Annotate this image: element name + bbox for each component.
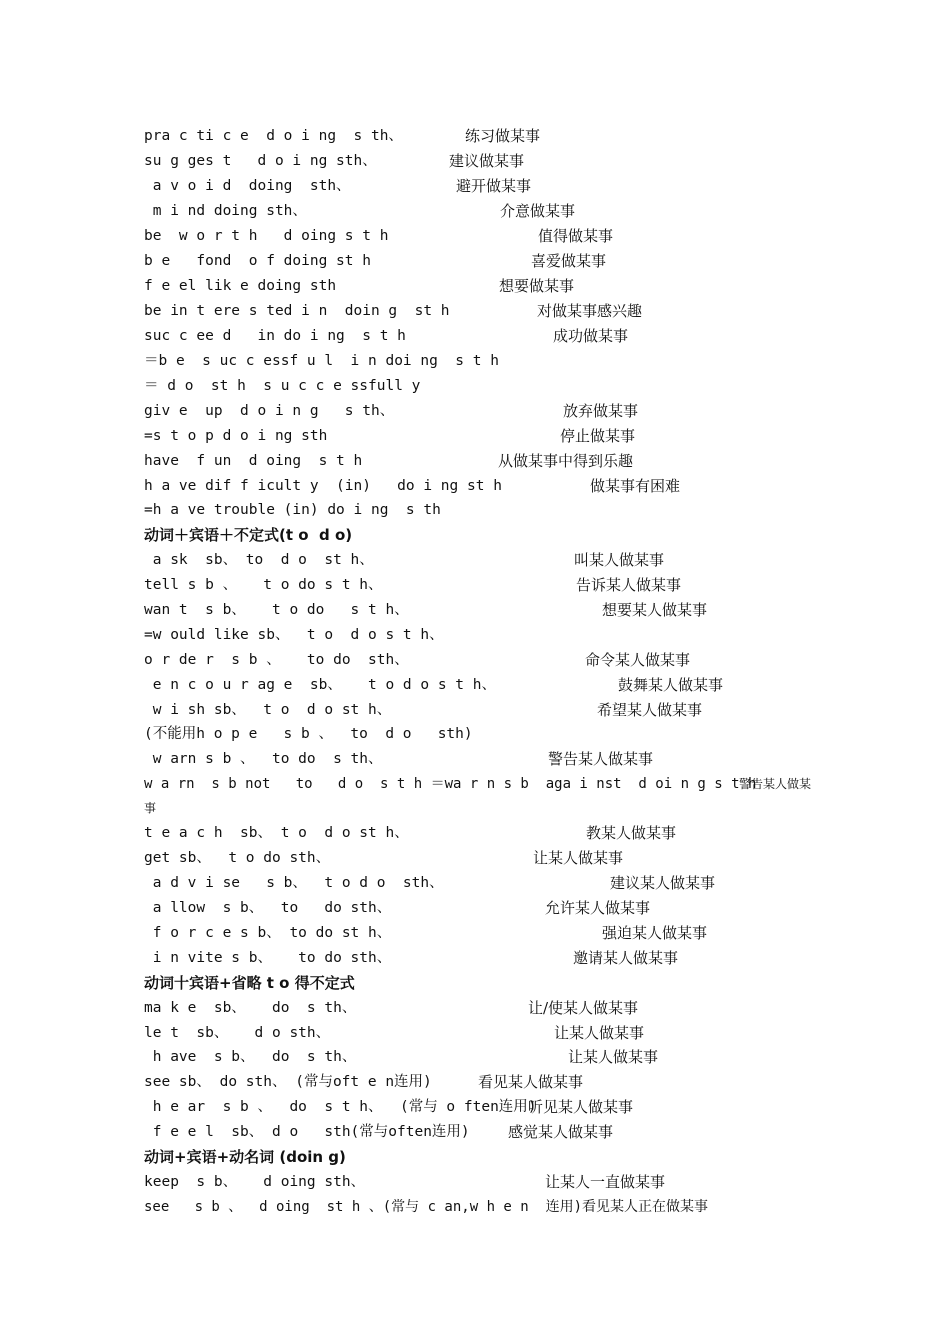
- english-phrase: have f un d oing s t h: [144, 453, 363, 469]
- list-item: [0, 1170, 950, 1194]
- english-phrase: w a rn s b not to d o s t h ＝wa r n s b aga i nst d oi n g s t h: [144, 776, 757, 792]
- english-phrase: get sb、 t o do sth、: [144, 850, 331, 866]
- chinese-meaning: 值得做某事: [538, 227, 614, 245]
- list-item: [0, 324, 950, 348]
- list-item: [0, 673, 950, 697]
- list-item: [0, 249, 950, 273]
- list-item: [0, 224, 950, 248]
- section-heading: [0, 523, 950, 547]
- list-item: [0, 149, 950, 173]
- section-heading: [0, 971, 950, 995]
- english-phrase: be in t ere s ted i n doin g st h: [144, 303, 450, 319]
- list-item: [0, 1120, 950, 1144]
- english-phrase: a v o i d doing sth、: [144, 178, 351, 194]
- english-phrase: t e a c h sb、 t o d o st h、: [144, 825, 409, 841]
- chinese-meaning: 从做某事中得到乐趣: [498, 452, 634, 470]
- english-phrase: h e ar s b 、 do s t h、 (常与 o ften连用): [144, 1099, 537, 1115]
- english-phrase: see s b 、 d oing st h 、(常与 c an,w h e n 连用)看见某人正在做某事: [144, 1199, 709, 1215]
- list-item: [0, 598, 950, 622]
- list-item: [0, 821, 950, 845]
- english-phrase: o r de r s b 、 to do sth、: [144, 652, 409, 668]
- chinese-meaning: 停止做某事: [560, 427, 636, 445]
- english-phrase: b e fond o f doing st h: [144, 253, 371, 269]
- chinese-meaning: 建议做某事: [449, 152, 525, 170]
- chinese-meaning: 让某人做某事: [533, 849, 624, 867]
- english-phrase: =w ould like sb、 t o d o s t h、: [144, 627, 444, 643]
- english-phrase: ＝b e s uc c essf u l i n doi ng s t h: [144, 353, 499, 369]
- english-phrase: keep s b、 d oing sth、: [144, 1174, 366, 1190]
- list-item: [0, 374, 950, 398]
- english-phrase: m i nd doing sth、: [144, 203, 307, 219]
- list-item: [0, 1070, 950, 1094]
- chinese-meaning: 想要某人做某事: [602, 601, 708, 619]
- list-item: [0, 1021, 950, 1045]
- list-item: [0, 921, 950, 945]
- list-item: [0, 199, 950, 223]
- english-phrase: le t sb、 d o sth、: [144, 1025, 331, 1041]
- list-item: [0, 747, 950, 771]
- chinese-meaning: 命令某人做某事: [585, 651, 691, 669]
- chinese-meaning: 让某人一直做某事: [545, 1173, 666, 1191]
- list-item: [0, 648, 950, 672]
- list-item: [0, 399, 950, 423]
- english-phrase: be w o r t h d oing s t h: [144, 228, 389, 244]
- list-item: [0, 1195, 950, 1219]
- chinese-meaning: 鼓舞某人做某事: [618, 676, 724, 694]
- list-item: [0, 946, 950, 970]
- list-item: [0, 996, 950, 1020]
- chinese-meaning: 教某人做某事: [586, 824, 677, 842]
- list-item: [0, 349, 950, 373]
- chinese-meaning: 邀请某人做某事: [573, 949, 679, 967]
- english-phrase: f e e l sb、 d o sth(常与often连用): [144, 1124, 470, 1140]
- list-item: [0, 449, 950, 473]
- heading-bare-infinitive: 动词十宾语+省略 t o 得不定式: [144, 974, 355, 992]
- chinese-meaning: 允许某人做某事: [545, 899, 651, 917]
- english-phrase: i n vite s b、 to do sth、: [144, 950, 392, 966]
- chinese-meaning: 介意做某事: [500, 202, 576, 220]
- chinese-meaning: 避开做某事: [456, 177, 532, 195]
- chinese-meaning: 警告某人做某: [739, 777, 812, 791]
- chinese-meaning: 感觉某人做某事: [508, 1123, 614, 1141]
- list-item: [0, 871, 950, 895]
- english-phrase: =h a ve trouble (in) do i ng s th: [144, 502, 441, 518]
- chinese-meaning: 希望某人做某事: [597, 701, 703, 719]
- section-heading: [0, 1145, 950, 1169]
- chinese-meaning: 看见某人做某事: [478, 1073, 584, 1091]
- chinese-meaning: 成功做某事: [553, 327, 629, 345]
- chinese-meaning: 让某人做某事: [568, 1048, 659, 1066]
- chinese-meaning-wrap: 事: [144, 801, 157, 815]
- english-phrase: a d v i se s b、 t o d o sth、: [144, 875, 444, 891]
- chinese-meaning: 做某事有困难: [590, 477, 681, 495]
- list-item: [0, 722, 950, 746]
- chinese-meaning: 让某人做某事: [554, 1024, 645, 1042]
- english-phrase: su g ges t d o i ng sth、: [144, 153, 377, 169]
- chinese-meaning: 告诉某人做某事: [576, 576, 682, 594]
- english-phrase: h ave s b、 do s th、: [144, 1049, 357, 1065]
- list-item: [0, 548, 950, 572]
- english-phrase: e n c o u r ag e sb、 t o d o s t h、: [144, 677, 497, 693]
- list-item: [0, 424, 950, 448]
- english-phrase: f o r c e s b、 to do st h、: [144, 925, 392, 941]
- english-phrase: a sk sb、 to d o st h、: [144, 552, 374, 568]
- chinese-meaning: 叫某人做某事: [574, 551, 665, 569]
- english-phrase: f e el lik e doing sth: [144, 278, 337, 294]
- english-phrase: (不能用h o p e s b 、 to d o sth): [144, 726, 473, 742]
- list-item: [0, 1045, 950, 1069]
- list-item: [0, 772, 950, 796]
- list-item: [0, 698, 950, 722]
- list-item: [0, 474, 950, 498]
- list-item: [0, 1095, 950, 1119]
- english-phrase: a llow s b、 to do sth、: [144, 900, 392, 916]
- english-phrase: =s t o p d o i ng sth: [144, 428, 328, 444]
- list-item: [0, 498, 950, 522]
- english-phrase: ma k e sb、 do s th、: [144, 1000, 357, 1016]
- chinese-meaning: 强迫某人做某事: [602, 924, 708, 942]
- list-item: [0, 124, 950, 148]
- english-phrase: w i sh sb、 t o d o st h、: [144, 702, 392, 718]
- list-item: [0, 274, 950, 298]
- english-phrase: tell s b 、 t o do s t h、: [144, 577, 383, 593]
- chinese-meaning: 放弃做某事: [563, 402, 639, 420]
- chinese-meaning: 喜爱做某事: [531, 252, 607, 270]
- list-item: [0, 174, 950, 198]
- english-phrase: giv e up d o i n g s th、: [144, 403, 395, 419]
- list-item: [0, 623, 950, 647]
- english-phrase: h a ve dif f icult y (in) do i ng st h: [144, 478, 502, 494]
- chinese-meaning: 对做某事感兴趣: [537, 302, 643, 320]
- list-item: [0, 846, 950, 870]
- english-phrase: wan t s b、 t o do s t h、: [144, 602, 409, 618]
- english-phrase: pra c ti c e d o i ng s th、: [144, 128, 403, 144]
- chinese-meaning: 想要做某事: [499, 277, 575, 295]
- chinese-meaning: 听见某人做某事: [528, 1098, 634, 1116]
- english-phrase: suc c ee d in do i ng s t h: [144, 328, 406, 344]
- list-item: [0, 573, 950, 597]
- english-phrase: see sb、 do sth、 (常与oft e n连用): [144, 1074, 432, 1090]
- heading-verb-object-infinitive: 动词＋宾语＋不定式(t o d o): [144, 526, 353, 544]
- list-item-continued: [0, 796, 950, 820]
- chinese-meaning: 让/使某人做某事: [528, 999, 639, 1017]
- chinese-meaning: 警告某人做某事: [548, 750, 654, 768]
- english-phrase: w arn s b 、 to do s th、: [144, 751, 383, 767]
- chinese-meaning: 练习做某事: [465, 127, 541, 145]
- list-item: [0, 299, 950, 323]
- heading-gerund: 动词+宾语+动名词 (doin g): [144, 1148, 346, 1166]
- english-phrase: ＝ d o st h s u c c e ssfull y: [144, 378, 421, 394]
- chinese-meaning: 建议某人做某事: [610, 874, 716, 892]
- list-item: [0, 896, 950, 920]
